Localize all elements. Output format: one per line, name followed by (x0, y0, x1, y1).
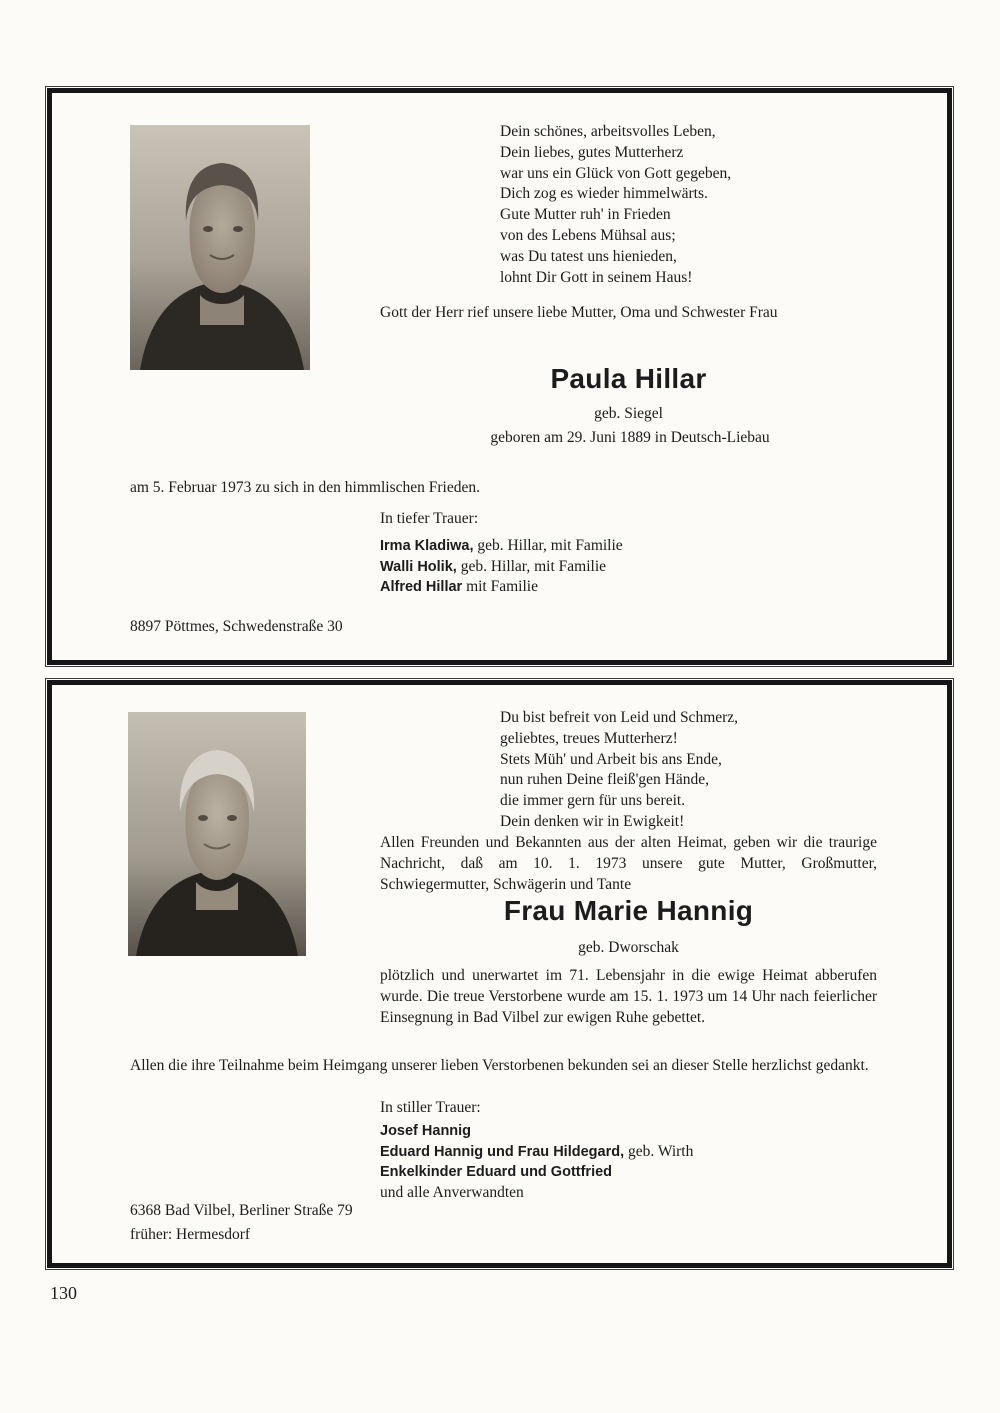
memorial-poem (500, 122, 800, 288)
deceased-name: Paula Hillar (550, 363, 707, 394)
page-number: 130 (50, 1283, 77, 1303)
family-address: 6368 Bad Vilbel, Berliner Straße 79 (130, 1202, 353, 1219)
poem-line: von des Lebens Mühsal aus; (500, 226, 676, 244)
birth-line: geboren am 29. Juni 1889 in Deutsch-Liebau (490, 429, 770, 446)
portrait-photo-paula-hillar (130, 125, 310, 370)
mourner-name: Josef Hannig (380, 1123, 472, 1139)
obituary-notice-marie-hannig (47, 680, 952, 1268)
mourner-name: Irma Kladiwa, (380, 538, 474, 554)
maiden-name: geb. Siegel (594, 405, 663, 422)
deceased-name: Frau Marie Hannig (503, 895, 754, 926)
poem-line: Du bist befreit von Leid und Schmerz, (500, 709, 739, 726)
poem-line: was Du tatest uns hienieden, (500, 247, 677, 265)
mourner-list (380, 1121, 693, 1203)
announcement-intro: Allen Freunden und Bekannten aus der alten Heimat, geben wir die traurige Nachricht, daß am 10. 1. 1973 unsere gute Mutter, Großmutter, Schwiegermutter, Schwägerin und Tante (380, 834, 877, 893)
mourner-line (380, 536, 623, 557)
poem-line: die immer gern für uns bereit. (500, 792, 686, 810)
mourner-name: Enkelkinder Eduard und Gottfried (380, 1164, 613, 1180)
mourner-name: Alfred Hillar (380, 579, 463, 595)
death-line: am 5. Februar 1973 zu sich in den himmlischen Frieden. (130, 479, 480, 496)
mourner-line (380, 1162, 693, 1183)
thanks-paragraph: Allen die ihre Teilnahme beim Heimgang unserer lieben Verstorbenen bekunden sei an dieser Stelle herzlichst gedankt. (130, 1057, 869, 1074)
poem-line: geliebtes, treues Mutterherz! (500, 729, 678, 747)
poem-line: war uns ein Glück von Gott gegeben, (500, 164, 732, 182)
poem-line: Dein denken wir in Ewigkeit! (500, 812, 685, 830)
mourner-line (380, 1183, 693, 1204)
portrait-photo-marie-hannig (128, 712, 306, 956)
announcement-body: plötzlich und unerwartet im 71. Lebensjahr in die ewige Heimat abberufen wurde. Die treue Verstorbene wurde am 15. 1. 1973 um 14 Uhr nach feierlicher Einsegnung in Bad Vilbel zur ewigen Ruhe gebettet. (380, 967, 877, 1026)
poem-line: Dich zog es wieder himmelwärts. (500, 185, 708, 203)
mourner-detail: geb. Wirth (624, 1142, 694, 1160)
mourner-detail: mit Familie (462, 578, 538, 595)
mourner-line (380, 1121, 693, 1142)
poem-line: Stets Müh' und Arbeit bis ans Ende, (500, 750, 722, 768)
mourner-detail: geb. Hillar, mit Familie (473, 537, 623, 554)
mourner-line (380, 1142, 693, 1163)
poem-line: nun ruhen Deine fleiß'gen Hände, (500, 771, 709, 789)
mourner-name: Eduard Hannig und Frau Hildegard, (380, 1143, 625, 1160)
announcement-intro: Gott der Herr rief unsere liebe Mutter, Oma und Schwester Frau (380, 304, 778, 321)
mourning-label: In stiller Trauer: (380, 1099, 481, 1116)
poem-line: Dein liebes, gutes Mutterherz (500, 143, 684, 161)
portrait-photo-illustration (130, 125, 310, 370)
poem-line: Dein schönes, arbeitsvolles Leben, (500, 123, 716, 140)
mourner-detail: geb. Hillar, mit Familie (456, 557, 606, 575)
mourner-line (380, 577, 623, 598)
maiden-name: geb. Dworschak (578, 939, 679, 956)
poem-line: Gute Mutter ruh' in Frieden (500, 206, 671, 224)
mourner-detail: und alle Anverwandten (380, 1183, 524, 1201)
portrait-photo-illustration (128, 712, 306, 956)
mourning-label: In tiefer Trauer: (380, 510, 479, 527)
obituary-notice-paula-hillar (47, 88, 952, 665)
poem-line: lohnt Dir Gott in seinem Haus! (500, 268, 693, 286)
family-address: 8897 Pöttmes, Schwedenstraße 30 (130, 618, 343, 635)
mourner-name: Walli Holik, (380, 558, 457, 575)
mourner-list (380, 536, 623, 598)
memorial-poem (500, 708, 810, 833)
mourner-line (380, 557, 623, 578)
family-address-former: früher: Hermesdorf (130, 1226, 251, 1243)
